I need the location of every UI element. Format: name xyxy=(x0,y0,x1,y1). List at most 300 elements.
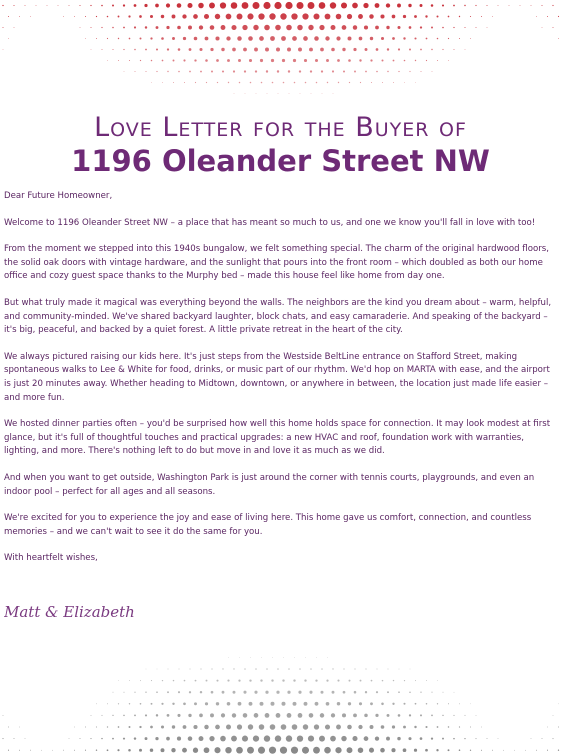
halftone-dot xyxy=(254,48,258,52)
halftone-dot xyxy=(415,703,417,705)
halftone-dot xyxy=(8,750,9,751)
halftone-dot xyxy=(182,748,187,753)
halftone-dot xyxy=(293,702,297,706)
halftone-dot xyxy=(204,725,208,729)
halftone-dot xyxy=(248,724,253,729)
halftone-dot xyxy=(264,735,270,741)
halftone-dot xyxy=(74,16,75,17)
halftone-dot xyxy=(294,657,295,658)
halftone-dot xyxy=(343,691,346,694)
halftone-dot xyxy=(177,26,181,30)
halftone-dot xyxy=(261,82,263,84)
halftone-dot xyxy=(414,726,416,728)
halftone-dot xyxy=(397,4,401,8)
halftone-dot xyxy=(375,3,380,8)
halftone-dot xyxy=(387,48,389,50)
halftone-dot xyxy=(370,725,374,729)
halftone-dot xyxy=(337,59,340,62)
halftone-dot xyxy=(102,49,103,50)
halftone-dot xyxy=(376,691,378,693)
halftone-dot xyxy=(448,38,449,39)
halftone-dot xyxy=(409,26,412,29)
halftone-dot xyxy=(134,714,136,716)
halftone-dot xyxy=(331,713,335,717)
halftone-dot xyxy=(409,49,411,51)
halftone-dot xyxy=(112,715,113,716)
halftone-dot xyxy=(79,5,80,6)
halftone-dot xyxy=(335,747,341,753)
halftone-dot xyxy=(187,3,192,8)
halftone-dot xyxy=(166,3,170,7)
halftone-dot xyxy=(255,668,257,670)
halftone-dot xyxy=(348,702,351,705)
halftone-dot xyxy=(129,680,130,681)
halftone-dot xyxy=(244,668,246,670)
halftone-dot xyxy=(316,657,317,658)
halftone-dot xyxy=(392,703,394,705)
halftone-dot xyxy=(172,725,175,728)
halftone-dot xyxy=(520,5,521,6)
halftone-dot xyxy=(129,703,130,704)
halftone-dot xyxy=(85,750,86,751)
halftone-dot xyxy=(238,679,240,681)
halftone-dot xyxy=(166,26,169,29)
halftone-dot xyxy=(161,703,163,705)
halftone-dot xyxy=(322,93,323,94)
halftone-dot xyxy=(161,725,164,728)
halftone-dot xyxy=(189,691,191,693)
halftone-dot xyxy=(431,737,433,739)
halftone-dot xyxy=(30,750,31,751)
halftone-dot xyxy=(237,14,243,20)
halftone-dot xyxy=(123,4,125,6)
halftone-dot xyxy=(247,13,253,19)
halftone-dot xyxy=(531,5,532,6)
halftone-dot xyxy=(314,36,319,41)
halftone-dot xyxy=(276,691,279,694)
halftone-dot xyxy=(210,48,213,51)
halftone-dot xyxy=(281,724,287,730)
halftone-dot xyxy=(431,49,432,50)
halftone-dot xyxy=(167,48,169,50)
halftone-dot xyxy=(297,25,303,31)
halftone-dot xyxy=(330,736,336,742)
halftone-dot xyxy=(363,3,368,8)
halftone-dot xyxy=(492,16,493,17)
halftone-dot xyxy=(205,702,208,705)
halftone-dot xyxy=(134,692,135,693)
halftone-dot xyxy=(216,59,219,62)
halftone-dot xyxy=(269,13,275,19)
halftone-dot xyxy=(135,71,136,72)
halftone-dot xyxy=(342,713,346,717)
halftone-dot xyxy=(167,714,170,717)
halftone-dot xyxy=(315,679,317,681)
halftone-dot xyxy=(90,5,91,6)
halftone-dot xyxy=(365,48,368,51)
halftone-dot xyxy=(341,2,347,8)
halftone-dot xyxy=(303,724,308,729)
closing: With heartfelt wishes, xyxy=(4,553,98,564)
halftone-dot xyxy=(91,715,92,716)
halftone-dot xyxy=(199,714,203,718)
halftone-dot xyxy=(421,71,422,72)
halftone-dot xyxy=(436,15,438,17)
halftone-dot xyxy=(177,3,182,8)
halftone-dot xyxy=(459,16,460,17)
halftone-dot xyxy=(481,750,482,751)
halftone-dot xyxy=(464,738,465,739)
halftone-dot xyxy=(101,27,102,28)
halftone-dot xyxy=(487,5,488,6)
halftone-dot xyxy=(437,703,438,704)
halftone-dot xyxy=(311,93,312,94)
halftone-dot xyxy=(19,727,20,728)
halftone-dot xyxy=(392,725,395,728)
halftone-dot xyxy=(249,702,253,706)
halftone-dot xyxy=(150,37,152,39)
halftone-dot xyxy=(265,691,268,694)
halftone-dot xyxy=(354,71,356,73)
halftone-dot xyxy=(364,736,369,741)
halftone-dot xyxy=(250,657,251,658)
halftone-dot xyxy=(365,668,366,669)
halftone-dot xyxy=(8,38,9,39)
halftone-dot xyxy=(408,4,411,7)
halftone-dot xyxy=(410,669,411,670)
halftone-dot xyxy=(288,70,290,72)
halftone-dot xyxy=(376,668,377,669)
halftone-dot xyxy=(315,59,318,62)
halftone-dot xyxy=(283,82,285,84)
halftone-dot xyxy=(134,49,136,51)
halftone-dot xyxy=(140,703,142,705)
halftone-dot xyxy=(431,27,433,29)
halftone-dot xyxy=(514,750,515,751)
halftone-dot xyxy=(305,657,306,658)
halftone-dot xyxy=(239,657,240,658)
halftone-dot xyxy=(178,48,181,51)
halftone-dot xyxy=(260,702,264,706)
halftone-dot xyxy=(453,5,455,7)
halftone-dot xyxy=(91,49,92,50)
halftone-dot xyxy=(347,14,352,19)
halftone-dot xyxy=(354,691,357,694)
halftone-dot xyxy=(420,737,423,740)
halftone-dot xyxy=(3,715,4,716)
halftone-dot xyxy=(364,714,368,718)
halftone-dot xyxy=(227,680,229,682)
halftone-dot xyxy=(194,702,197,705)
halftone-dot xyxy=(265,713,270,718)
halftone-dot xyxy=(304,679,306,681)
halftone-dot xyxy=(226,36,230,40)
halftone-dot xyxy=(442,4,444,6)
halftone-dot xyxy=(249,59,252,62)
halftone-dot xyxy=(178,71,180,73)
halftone-dot xyxy=(403,37,405,39)
halftone-dot xyxy=(189,668,190,669)
halftone-dot xyxy=(204,14,209,19)
halftone-dot xyxy=(198,3,204,9)
halftone-dot xyxy=(552,5,553,6)
halftone-dot xyxy=(107,16,109,18)
halftone-dot xyxy=(271,59,274,62)
halftone-dot xyxy=(151,703,153,705)
halftone-dot xyxy=(281,36,286,41)
halftone-dot xyxy=(3,49,4,50)
halftone-dot xyxy=(58,5,59,6)
halftone-dot xyxy=(309,48,313,52)
halftone-dot xyxy=(376,71,378,73)
halftone-dot xyxy=(375,26,379,30)
halftone-dot xyxy=(304,702,308,706)
halftone-dot xyxy=(375,736,379,740)
halftone-dot xyxy=(211,668,212,669)
halftone-dot xyxy=(19,750,20,751)
halftone-dot xyxy=(269,747,276,754)
halftone-dot xyxy=(287,691,290,694)
halftone-dot xyxy=(365,691,367,693)
halftone-dot xyxy=(80,27,81,28)
halftone-dot xyxy=(184,680,186,682)
halftone-dot xyxy=(172,15,176,19)
halftone-dot xyxy=(128,749,131,752)
halftone-dot xyxy=(332,70,334,72)
halftone-dot xyxy=(145,691,146,692)
paragraph-6: And when you want to get outside, Washington Park is just around the corner with tennis courts, playgrounds, and even an indoor pool – perfect for all ages and all seasons. xyxy=(4,472,535,497)
halftone-dot xyxy=(211,691,214,694)
halftone-dot xyxy=(349,680,351,682)
halftone-dot xyxy=(96,16,97,17)
halftone-dot xyxy=(242,736,248,742)
halftone-dot xyxy=(91,27,92,28)
halftone-dot xyxy=(238,702,242,706)
halftone-dot xyxy=(352,3,358,9)
halftone-dot xyxy=(503,750,504,751)
halftone-dot xyxy=(332,668,333,669)
halftone-dot xyxy=(464,5,465,6)
greeting: Dear Future Homeowner, xyxy=(4,191,113,201)
halftone-dot xyxy=(231,2,238,9)
halftone-dot xyxy=(243,691,246,694)
halftone-dot xyxy=(184,82,185,83)
halftone-dot xyxy=(370,59,372,61)
top-halftone-dots xyxy=(0,0,561,110)
halftone-dot xyxy=(266,70,268,72)
halftone-dot xyxy=(349,82,350,83)
halftone-dot xyxy=(173,82,174,83)
halftone-dot xyxy=(320,48,324,52)
halftone-dot xyxy=(481,727,482,728)
halftone-dot xyxy=(244,70,246,72)
halftone-dot xyxy=(448,60,449,61)
halftone-dot xyxy=(296,2,303,9)
halftone-dot xyxy=(272,82,274,84)
halftone-dot xyxy=(151,82,152,83)
halftone-dot xyxy=(123,692,124,693)
halftone-dot xyxy=(270,724,276,730)
halftone-dot xyxy=(403,748,407,752)
halftone-dot xyxy=(319,2,326,9)
halftone-dot xyxy=(276,48,280,52)
halftone-dot xyxy=(426,38,428,40)
halftone-dot xyxy=(465,715,466,716)
halftone-dot xyxy=(96,703,97,704)
halftone-dot xyxy=(398,48,400,50)
halftone-dot xyxy=(298,713,303,718)
halftone-dot xyxy=(531,738,532,739)
halftone-dot xyxy=(228,657,229,658)
halftone-dot xyxy=(282,679,284,681)
halftone-dot xyxy=(237,724,242,729)
halftone-dot xyxy=(553,715,554,716)
halftone-dot xyxy=(204,747,210,753)
halftone-dot xyxy=(211,71,213,73)
halftone-dot xyxy=(217,82,218,83)
halftone-dot xyxy=(414,15,417,18)
halftone-dot xyxy=(134,26,136,28)
halftone-dot xyxy=(118,38,119,39)
halftone-dot xyxy=(271,702,275,706)
halftone-dot xyxy=(19,16,20,17)
halftone-dot xyxy=(162,60,164,62)
halftone-dot xyxy=(341,736,346,741)
halftone-dot xyxy=(118,16,120,18)
halftone-dot xyxy=(25,5,26,6)
halftone-dot xyxy=(492,750,493,751)
halftone-dot xyxy=(558,16,559,17)
halftone-dot xyxy=(403,703,405,705)
halftone-dot xyxy=(470,750,471,751)
halftone-dot xyxy=(47,5,48,6)
halftone-dot xyxy=(370,37,373,40)
halftone-dot xyxy=(437,38,439,40)
halftone-dot xyxy=(436,749,438,751)
halftone-dot xyxy=(431,4,434,7)
halftone-dot xyxy=(128,15,130,17)
halftone-dot xyxy=(277,668,279,670)
halftone-dot xyxy=(156,71,157,72)
halftone-dot xyxy=(85,727,86,728)
halftone-dot xyxy=(140,680,141,681)
halftone-dot xyxy=(308,25,313,30)
halftone-dot xyxy=(275,735,281,741)
halftone-dot xyxy=(227,59,230,62)
halftone-dot xyxy=(168,669,169,670)
halftone-dot xyxy=(267,93,268,94)
halftone-dot xyxy=(195,680,197,682)
halftone-dot xyxy=(177,714,180,717)
halftone-dot xyxy=(475,5,476,6)
halftone-dot xyxy=(404,82,405,83)
halftone-dot xyxy=(291,13,297,19)
halftone-dot xyxy=(242,25,247,30)
halftone-dot xyxy=(298,691,301,694)
halftone-dot xyxy=(393,60,395,62)
halftone-dot xyxy=(3,27,4,28)
halftone-dot xyxy=(358,725,362,729)
halftone-dot xyxy=(536,750,537,751)
halftone-dot xyxy=(199,736,204,741)
halftone-dot xyxy=(260,59,263,62)
halftone-dot xyxy=(319,736,325,742)
halftone-dot xyxy=(387,714,390,717)
halftone-dot xyxy=(381,725,385,729)
halftone-dot xyxy=(437,60,438,61)
halftone-dot xyxy=(145,26,147,28)
halftone-dot xyxy=(150,748,153,751)
halftone-dot xyxy=(336,725,341,730)
halftone-dot xyxy=(448,726,449,727)
halftone-dot xyxy=(189,71,191,73)
halftone-dot xyxy=(326,59,329,62)
halftone-dot xyxy=(420,49,422,51)
halftone-dot xyxy=(124,71,125,72)
halftone-dot xyxy=(199,48,202,51)
halftone-dot xyxy=(265,48,269,52)
halftone-dot xyxy=(459,38,460,39)
halftone-dot xyxy=(183,37,186,40)
halftone-dot xyxy=(85,16,86,17)
handwritten-signature xyxy=(4,597,164,625)
halftone-dot xyxy=(113,692,114,693)
halftone-dot xyxy=(107,726,108,727)
paragraph-3: But what truly made it magical was everything beyond the walls. The neighbors are the kind you dream about – warm, helpful, and community-minded. We've shared backyard laughter, block chats, and easy camaraderie. And speaking of the backyard – it's big, peaceful, and backed by a quiet forest. A little private retreat in the heart of the city. xyxy=(4,297,552,336)
halftone-dot xyxy=(293,679,295,681)
halftone-dot xyxy=(470,703,471,704)
halftone-dot xyxy=(112,49,113,50)
halftone-dot xyxy=(264,25,270,31)
halftone-dot xyxy=(352,736,357,741)
halftone-dot xyxy=(278,93,279,94)
halftone-dot xyxy=(326,702,330,706)
halftone-dot xyxy=(386,737,390,741)
halftone-dot xyxy=(459,703,460,704)
halftone-dot xyxy=(425,749,428,752)
halftone-dot xyxy=(206,680,208,682)
halftone-dot xyxy=(432,71,433,72)
halftone-dot xyxy=(536,16,537,17)
halftone-dot xyxy=(487,27,488,28)
halftone-dot xyxy=(222,668,223,669)
halftone-dot xyxy=(342,25,347,30)
halftone-dot xyxy=(118,703,119,704)
halftone-dot xyxy=(364,25,368,29)
halftone-dot xyxy=(388,669,389,670)
halftone-dot xyxy=(442,27,444,29)
halftone-dot xyxy=(298,48,302,52)
halftone-dot xyxy=(276,713,281,718)
halftone-dot xyxy=(348,59,351,62)
halftone-dot xyxy=(63,750,64,751)
halftone-dot xyxy=(188,736,193,741)
halftone-dot xyxy=(161,15,164,18)
halftone-dot xyxy=(228,82,229,83)
halftone-dot xyxy=(291,747,298,754)
halftone-dot xyxy=(248,36,253,41)
halftone-dot xyxy=(247,747,254,754)
halftone-dot xyxy=(193,14,198,19)
bottom-halftone-dots xyxy=(0,640,561,756)
halftone-dot xyxy=(453,27,454,28)
halftone-dot xyxy=(233,70,235,72)
halftone-dot xyxy=(74,750,75,751)
halftone-dot xyxy=(194,37,198,41)
halftone-dot xyxy=(309,713,314,718)
halftone-dot xyxy=(459,726,460,727)
halftone-dot xyxy=(313,747,320,754)
